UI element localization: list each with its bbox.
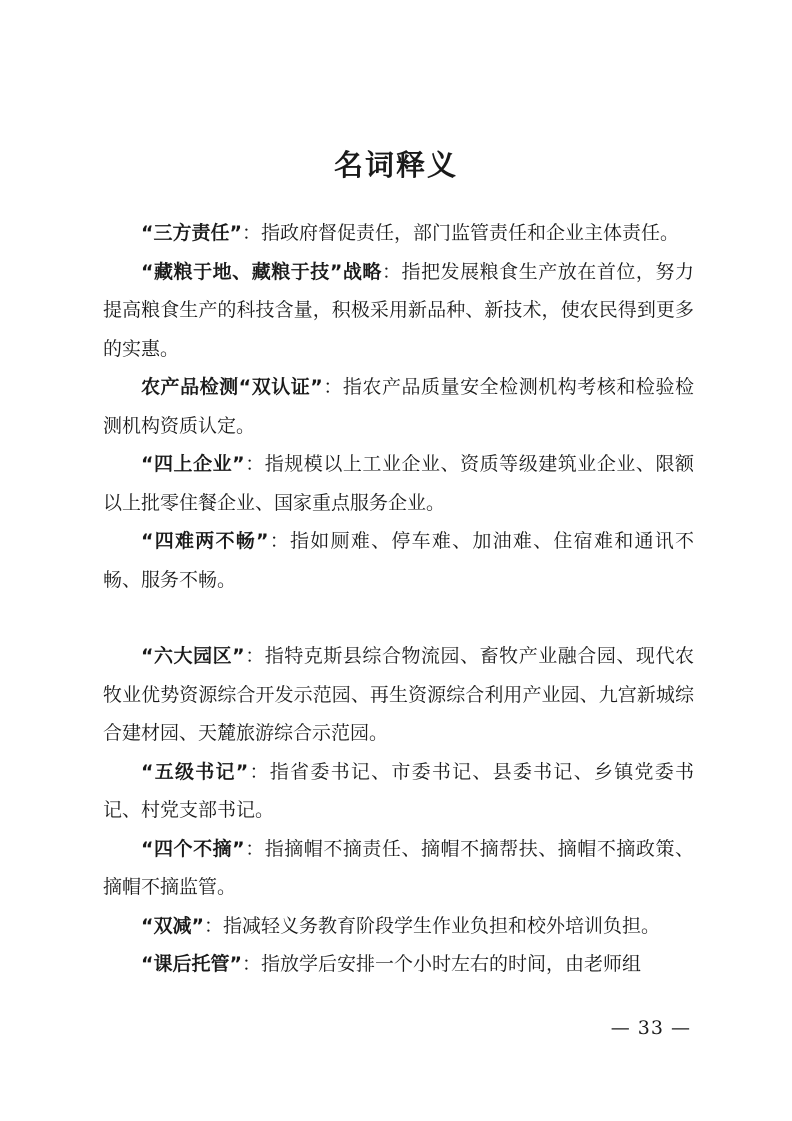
glossary-definition: ：指特克斯县综合物流园、畜牧产业融合园、现代农牧业优势资源综合开发示范园、再生资源综合利用产业园、九宫新城综合建材园、天麓旅游综合示范园。 <box>103 645 694 744</box>
glossary-definition: ：指减轻义务教育阶段学生作业负担和校外培训负担。 <box>203 914 660 937</box>
glossary-term: “四上企业” <box>141 453 245 475</box>
glossary-term: “三方责任” <box>141 222 242 244</box>
page-number: — 33 — <box>610 1017 691 1039</box>
glossary-term: “六大园区” <box>141 645 245 667</box>
glossary-definition: ：指放学后安排一个小时左右的时间，由老师组 <box>241 953 641 975</box>
glossary-term: “藏粮于地、藏粮于技”战略 <box>141 260 382 283</box>
glossary-definition: ：指政府督促责任，部门监管责任和企业主体责任。 <box>241 222 679 244</box>
glossary-entry <box>103 445 694 522</box>
glossary-entry <box>103 368 694 445</box>
glossary-term: 农产品检测“双认证” <box>141 376 323 398</box>
glossary-entry <box>103 637 694 753</box>
glossary-entry <box>103 214 694 253</box>
glossary-term: “双减” <box>141 914 204 937</box>
glossary-term: “课后托管” <box>141 953 242 975</box>
glossary-term: “四个不摘” <box>141 837 245 860</box>
glossary-entry <box>103 753 694 830</box>
glossary-definition: ：指农产品质量安全检测机构考核和检验检测机构资质认定。 <box>103 376 694 437</box>
glossary-entry <box>103 522 694 599</box>
glossary-entry <box>103 907 694 946</box>
glossary-body <box>103 214 694 984</box>
glossary-entry <box>103 253 694 369</box>
glossary-term: “五级书记” <box>141 760 249 783</box>
glossary-definition: ：指规模以上工业企业、资质等级建筑业企业、限额以上批零住餐企业、国家重点服务企业。 <box>103 453 694 514</box>
glossary-entry <box>103 830 694 907</box>
glossary-definition: ：指摘帽不摘责任、摘帽不摘帮扶、摘帽不摘政策、摘帽不摘监管。 <box>103 837 694 898</box>
glossary-term: “四难两不畅” <box>141 530 269 552</box>
page-title: 名词释义 <box>333 148 458 182</box>
glossary-definition: ：指省委书记、市委书记、县委书记、乡镇党委书记、村党支部书记。 <box>103 760 694 821</box>
glossary-entry <box>103 945 694 984</box>
glossary-definition: ：指如厕难、停车难、加油难、住宿难和通讯不畅、服务不畅。 <box>103 530 694 591</box>
glossary-definition: ：指把发展粮食生产放在首位，努力提高粮食生产的科技含量，积极采用新品种、新技术，使农民得到更多的实惠。 <box>103 260 694 360</box>
